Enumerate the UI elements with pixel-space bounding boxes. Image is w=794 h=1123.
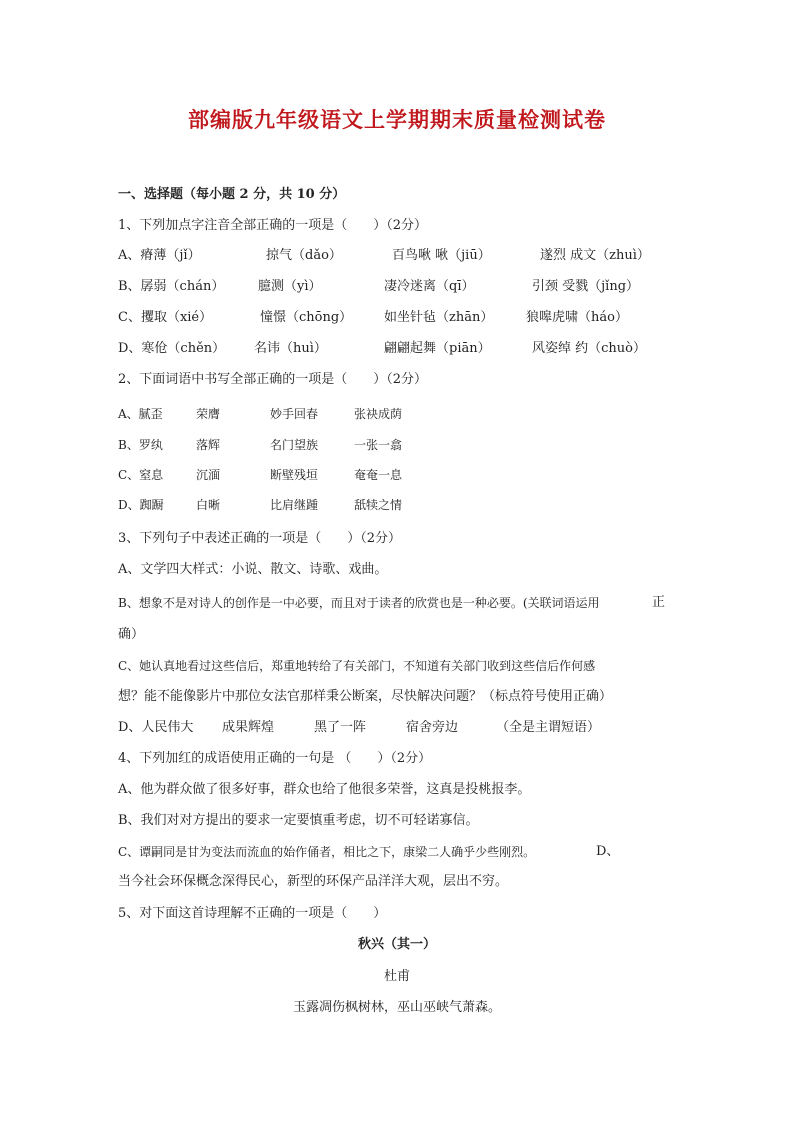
- option-term: 狼嗥虎啸（háo）: [526, 310, 628, 325]
- question-1-stem: 1、下列加点字注音全部正确的一项是（ ）（2分）: [118, 218, 428, 233]
- option-term: 如坐针毡（zhān）: [384, 310, 494, 325]
- option-term: 名门望族: [270, 438, 319, 452]
- option-term: C、攫取（xié）: [118, 310, 213, 325]
- option-term: 凄冷迷离（qī）: [384, 279, 475, 294]
- option-term: 风姿绰 约（chuò）: [532, 341, 646, 356]
- question-3-option-b: B、想象不是对诗人的创作是一中必要，而且对于读者的欣赏也是一种必要。(关联词语运用: [118, 596, 600, 610]
- option-term: 比肩继踵: [270, 498, 319, 512]
- option-term: 奄奄一息: [354, 468, 403, 482]
- section-heading: 一、选择题（每小题 2 分，共 10 分）: [118, 187, 346, 202]
- option-term: 张袂成荫: [354, 407, 403, 421]
- question-3-stem: 3、下列句子中表述正确的一项是（ ）（2分）: [118, 531, 402, 546]
- poem-author: 杜甫: [383, 969, 410, 984]
- question-5-stem: 5、对下面这首诗理解不正确的一项是（ ）: [118, 906, 387, 921]
- option-term: 落辉: [196, 438, 221, 452]
- option-term: D、踟蹰: [118, 498, 164, 512]
- question-4-option-d: 当今社会环保概念深得民心，新型的环保产品洋洋大观，层出不穷。: [118, 874, 509, 889]
- option-term: D、人民伟大: [118, 720, 194, 735]
- question-4-option-d-label: D、: [596, 844, 620, 859]
- question-4-option-a: A、他为群众做了很多好事，群众也给了他很多荣誉，这真是投桃报李。: [118, 782, 531, 797]
- option-term: 掠气（dǎo）: [266, 248, 342, 263]
- option-term: C、窒息: [118, 468, 164, 482]
- option-term: 引颈 受戮（jǐng）: [532, 279, 640, 294]
- option-term: 荣膺: [196, 407, 221, 421]
- option-term: 宿舍旁边: [406, 720, 459, 735]
- option-term: 百鸟啾 啾（jiū）: [392, 248, 491, 263]
- question-3-option-b-end: 正: [652, 595, 666, 610]
- option-term: B、孱弱（chán）: [118, 279, 225, 294]
- option-term: 一张一翕: [354, 438, 403, 452]
- option-term: 成果辉煌: [222, 720, 275, 735]
- option-term: （全是主谓短语）: [496, 720, 601, 735]
- question-3-option-c-cont: 想？能不能像影片中那位女法官那样秉公断案，尽快解决问题？（标点符号使用正确）: [118, 689, 613, 704]
- option-term: 白晰: [196, 498, 221, 512]
- page-title: 部编版九年级语文上学期期末质量检测试卷: [188, 108, 606, 132]
- poem-title: 秋兴（其一）: [357, 937, 436, 952]
- option-term: A、腻歪: [118, 407, 163, 421]
- question-3-option-a: A、文学四大样式：小说、散文、诗歌、戏曲。: [118, 562, 388, 577]
- option-term: 遂烈 成文（zhuì）: [540, 248, 650, 263]
- question-4-option-c: C、谭嗣同是甘为变法而流血的始作俑者，相比之下，康梁二人确乎少些刚烈。: [118, 845, 536, 859]
- option-term: 翩翩起舞（piān）: [384, 341, 491, 356]
- option-term: D、寒伧（chěn）: [118, 341, 226, 356]
- question-3-option-b-cont: 确）: [118, 627, 145, 642]
- option-term: B、罗纨: [118, 438, 163, 452]
- option-term: 黑了一阵: [314, 720, 367, 735]
- option-term: 憧憬（chōng）: [260, 310, 353, 325]
- option-term: 妙手回春: [270, 407, 319, 421]
- option-term: 舐犊之情: [354, 498, 403, 512]
- option-term: 断壁残垣: [270, 468, 319, 482]
- question-2-stem: 2、下面词语中书写全部正确的一项是（ ）（2分）: [118, 372, 428, 387]
- poem-line: 玉露凋伤枫树林，巫山巫峡气萧森。: [292, 1000, 501, 1015]
- option-term: A、瘠薄（jǐ）: [118, 248, 201, 263]
- option-term: 臆测（yì）: [258, 279, 322, 294]
- option-term: 名讳（huì）: [254, 341, 327, 356]
- question-4-option-b: B、我们对对方提出的要求一定要慎重考虑，切不可轻诺寡信。: [118, 813, 479, 828]
- question-4-stem: 4、下列加红的成语使用正确的一句是 （ ）（2分）: [118, 751, 432, 766]
- option-term: 沉湎: [196, 468, 221, 482]
- question-3-option-c: C、她认真地看过这些信后，郑重地转给了有关部门，不知道有关部门收到这些信后作何感: [118, 659, 596, 673]
